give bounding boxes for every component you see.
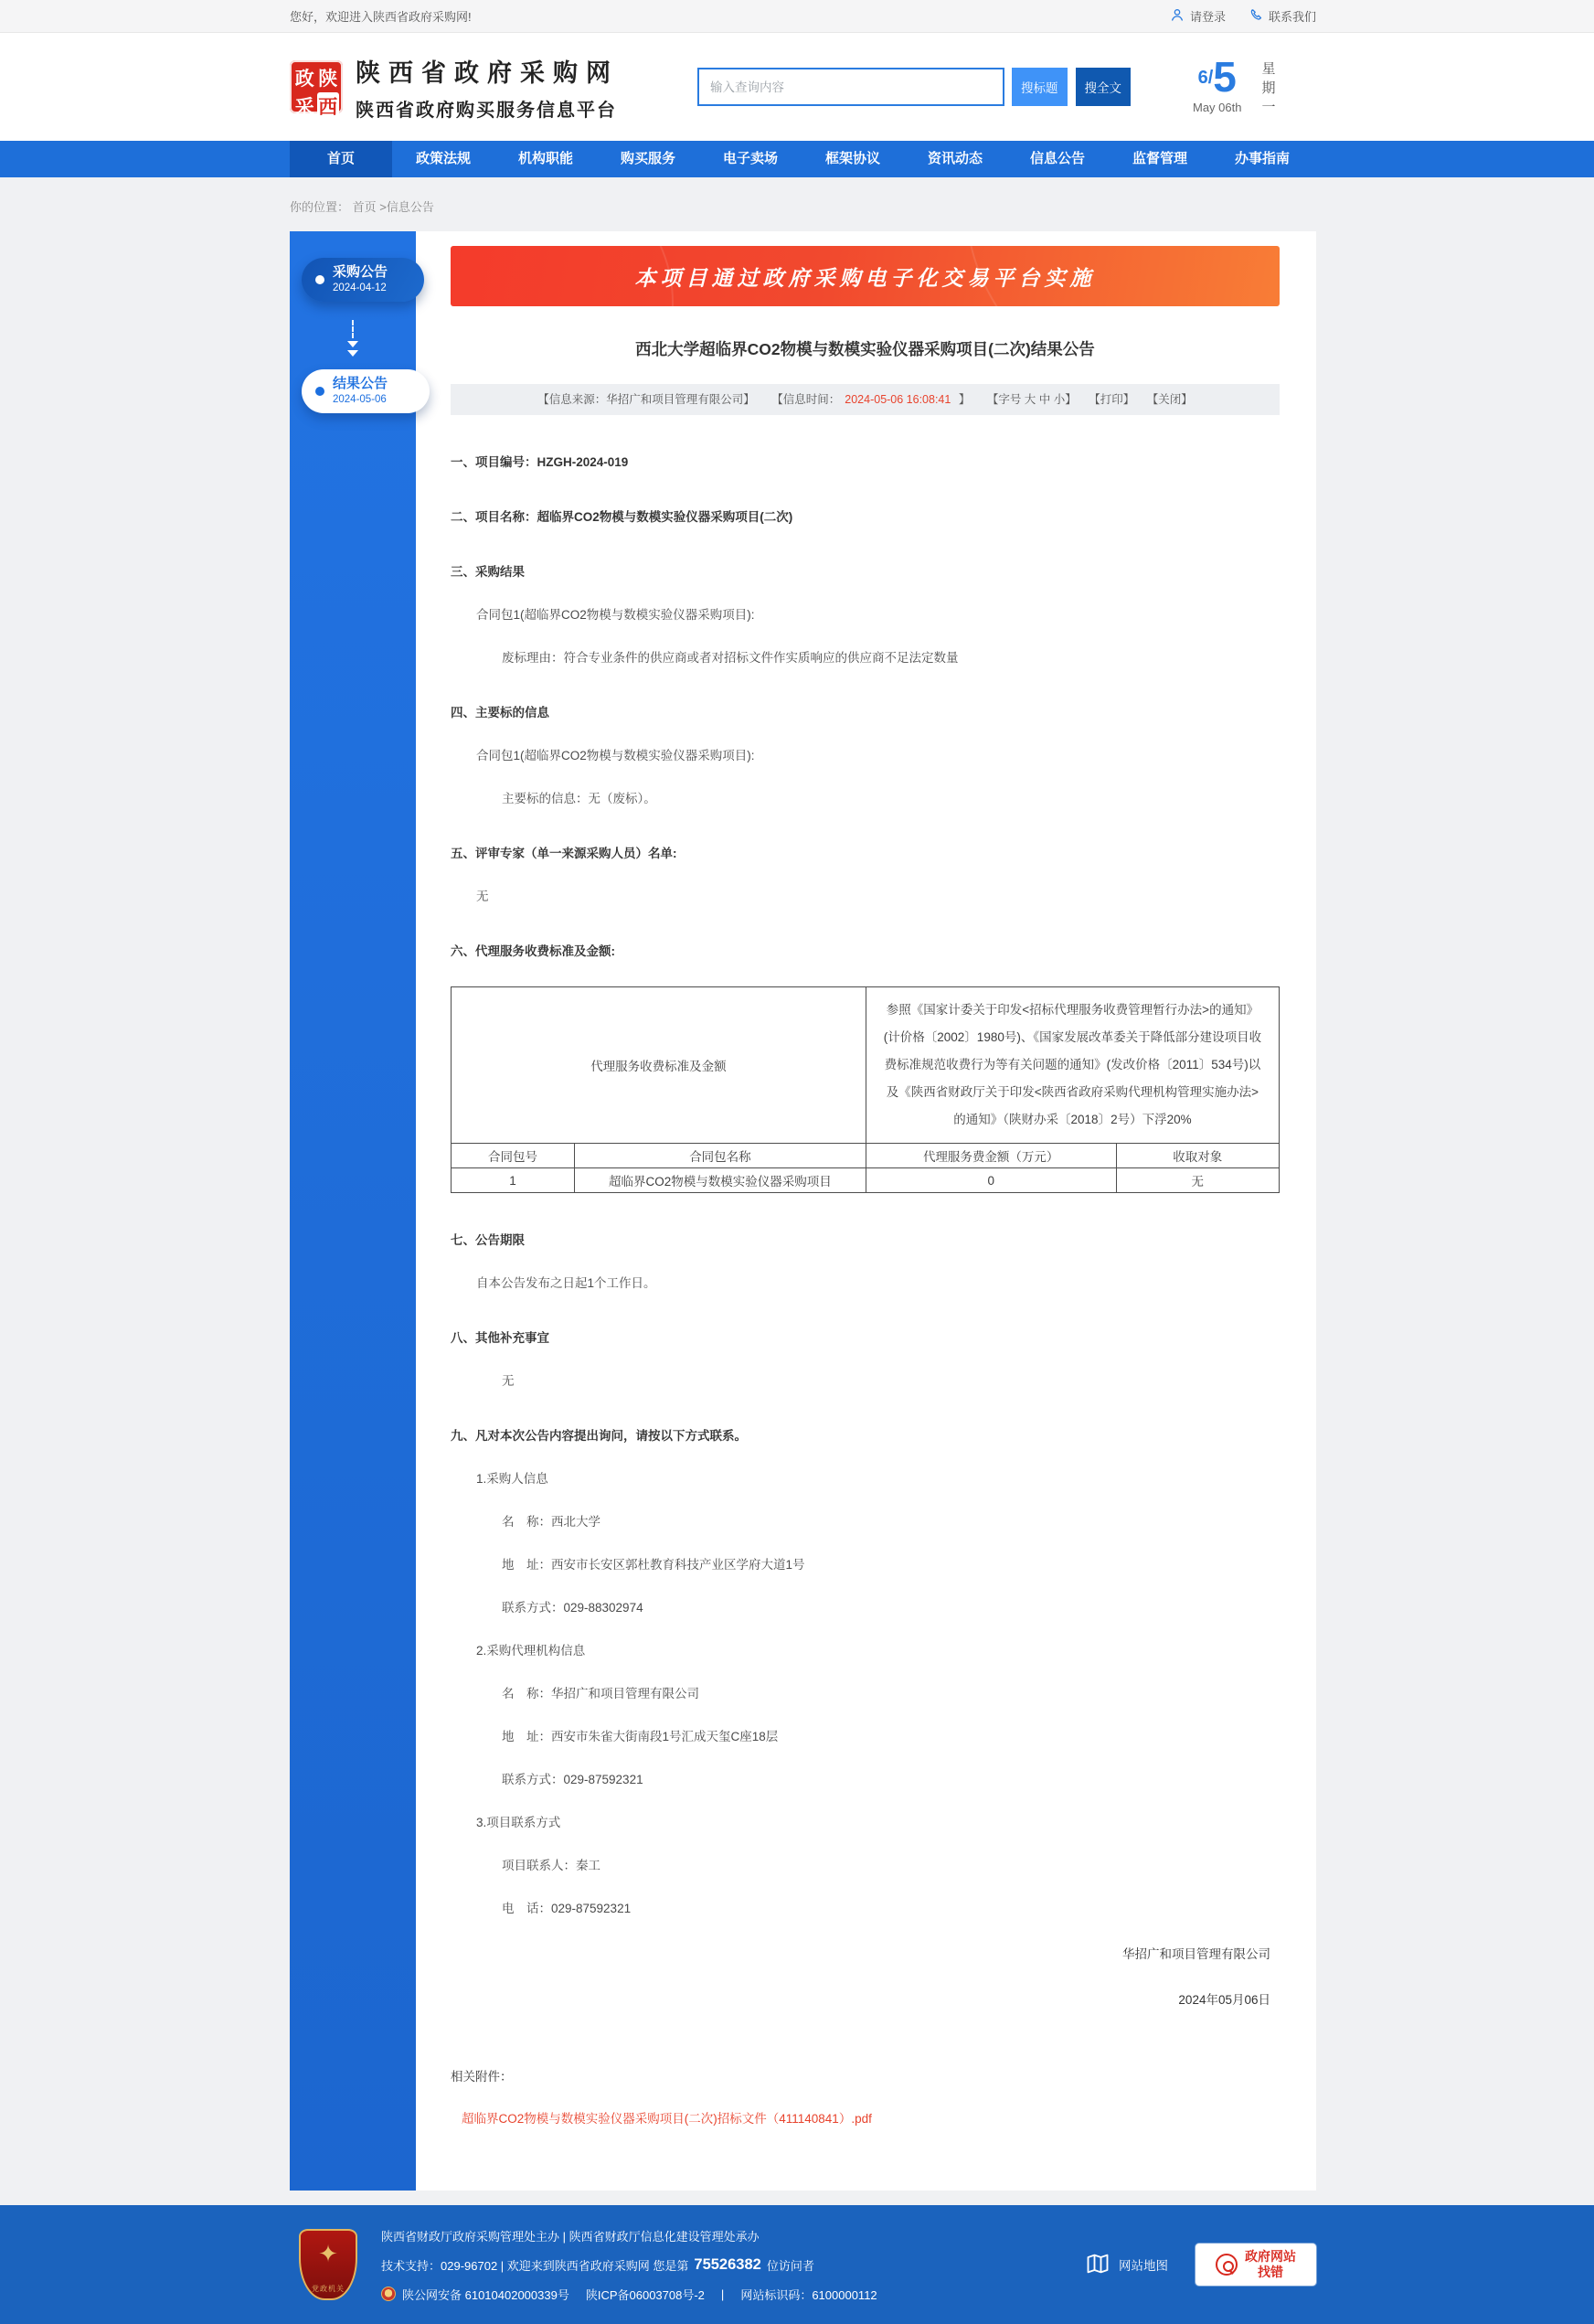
agency-address: 地 址：西安市朱雀大街南段1号汇成天玺C座18层	[502, 1730, 779, 1743]
agency-phone: 联系方式：029-87592321	[502, 1773, 643, 1786]
logo-seal-icon: 政 陕 采 西	[290, 60, 343, 113]
content-panel	[416, 231, 1316, 2191]
site-header	[0, 33, 1594, 141]
website-error-report-badge[interactable]: 政府网站 找错	[1196, 2244, 1316, 2286]
welcome-text: 您好，欢迎进入陕西省政府采购网!	[290, 10, 472, 24]
signature-date: 2024年05月06日	[1178, 1993, 1270, 2007]
timeline-sidebar	[290, 231, 416, 2191]
agency-fee-table	[451, 986, 1280, 1193]
font-size-control[interactable]: 【字号 大 中 小】	[986, 393, 1077, 406]
section-9-heading: 九、凡对本次公告内容提出询问，请按以下方式联系。	[451, 1429, 747, 1443]
project-contact-phone: 电 话：029-87592321	[502, 1902, 632, 1915]
sitemap-link[interactable]: 网站地图	[1085, 2251, 1168, 2279]
fee-table-cell: 1	[452, 1168, 575, 1193]
visitor-count: 75526382	[694, 2255, 761, 2273]
buyer-info-heading: 1.采购人信息	[476, 1472, 548, 1486]
nav-item-guide[interactable]: 办事指南	[1234, 151, 1290, 166]
search-title-button[interactable]: 搜标题	[1012, 68, 1068, 106]
nav-item-announcements[interactable]: 信息公告	[1029, 151, 1085, 166]
section-7-heading: 七、公告期限	[451, 1233, 525, 1247]
attachments-label: 相关附件：	[451, 2070, 513, 2084]
nav-item-supervision[interactable]: 监督管理	[1132, 151, 1187, 166]
fee-table-header: 合同包号	[452, 1144, 575, 1168]
buyer-address: 地 址：西安市长安区郭杜教育科技产业区学府大道1号	[502, 1558, 805, 1572]
user-icon	[1170, 7, 1185, 25]
project-contact-heading: 3.项目联系方式	[476, 1816, 561, 1829]
nav-item-framework[interactable]: 框架协议	[824, 151, 880, 166]
date-month: 6/	[1197, 67, 1214, 88]
sidebar-item-procurement-notice[interactable]: 采购公告 2024-04-12	[302, 258, 424, 302]
project-contact-person: 项目联系人：秦工	[502, 1859, 600, 1872]
print-button[interactable]: 【打印】	[1089, 393, 1135, 406]
footer-organizer-line: 陕西省财政厅政府采购管理处主办 | 陕西省财政厅信息化建设管理处承办	[381, 2229, 760, 2244]
search-input[interactable]	[697, 68, 1004, 106]
map-icon	[1085, 2251, 1110, 2279]
weekday-label: 星 期 一	[1261, 60, 1276, 115]
paragraph: 无	[502, 1374, 515, 1388]
paragraph: 合同包1(超临界CO2物模与数模实验仪器采购项目):	[476, 608, 755, 622]
section-8-heading: 八、其他补充事宜	[451, 1331, 549, 1345]
paragraph: 合同包1(超临界CO2物模与数模实验仪器采购项目):	[476, 749, 755, 762]
announcement-title: 西北大学超临界CO2物模与数模实验仪器采购项目(二次)结果公告	[635, 340, 1095, 358]
phone-icon	[1249, 8, 1263, 25]
fee-table-cell: 无	[1116, 1168, 1280, 1193]
footer-support-line: 技术支持：029-96702 | 欢迎来到陕西省政府采购网 您是第 75526382 位访问者	[381, 2255, 814, 2273]
info-source: 【信息来源：华招广和项目管理有限公司】	[537, 393, 755, 406]
section-4-heading: 四、主要标的信息	[451, 706, 549, 720]
paragraph: 废标理由：符合专业条件的供应商或者对招标文件作实质响应的供应商不足法定数量	[502, 651, 959, 665]
buyer-phone: 联系方式：029-88302974	[502, 1601, 643, 1615]
public-security-filing: 陕公网安备 61010402000339号	[402, 2287, 569, 2302]
paragraph: 无	[476, 890, 489, 903]
breadcrumb: 你的位置： 首页 >信息公告	[290, 200, 434, 214]
platform-banner: 本项目通过政府采购电子化交易平台实施	[451, 246, 1280, 306]
agency-info-heading: 2.采购代理机构信息	[476, 1644, 586, 1658]
login-link[interactable]: 请登录	[1170, 7, 1226, 25]
fee-table-header: 代理服务费金额（万元）	[866, 1144, 1116, 1168]
arrow-down-icon	[290, 302, 416, 369]
section-6-heading: 六、代理服务收费标准及金额:	[451, 944, 615, 958]
search-bar	[697, 68, 1131, 106]
signature-company: 华招广和项目管理有限公司	[1122, 1947, 1270, 1961]
site-footer	[0, 2205, 1594, 2324]
fee-table-header: 收取对象	[1116, 1144, 1280, 1168]
section-1-heading: 一、项目编号：HZGH-2024-019	[451, 455, 629, 469]
icp-filing: 陕ICP备06003708号-2	[585, 2287, 705, 2302]
agency-name: 名 称：华招广和项目管理有限公司	[502, 1687, 699, 1700]
fee-table-cell: 超临界CO2物模与数模实验仪器采购项目	[574, 1168, 866, 1193]
paragraph: 自本公告发布之日起1个工作日。	[476, 1276, 656, 1290]
sidebar-item-result-notice[interactable]: 结果公告 2024-05-06	[302, 369, 430, 413]
section-2-heading: 二、项目名称：超临界CO2物模与数模实验仪器采购项目(二次)	[451, 510, 793, 524]
police-badge-icon	[381, 2287, 396, 2301]
date-widget	[1193, 52, 1276, 117]
breadcrumb-current: >信息公告	[379, 200, 434, 214]
fee-table-cell: 0	[866, 1168, 1116, 1193]
info-time: 【信息时间： 2024-05-06 16:08:41 】	[771, 393, 971, 406]
bullet-dot-icon	[315, 387, 324, 396]
nav-item-emall[interactable]: 电子卖场	[722, 151, 778, 166]
section-3-heading: 三、采购结果	[451, 565, 525, 579]
site-title: 陕西省政府采购网	[356, 59, 619, 87]
bullet-dot-icon	[315, 275, 324, 284]
party-government-badge-icon[interactable]: ✦ 党政机关	[299, 2229, 357, 2300]
top-bar	[0, 0, 1594, 33]
nav-item-policy[interactable]: 政策法规	[415, 151, 471, 166]
meta-bar	[451, 384, 1280, 415]
section-5-heading: 五、评审专家（单一来源采购人员）名单:	[451, 847, 677, 860]
date-english: May 06th	[1193, 101, 1242, 115]
table-row	[452, 1168, 1280, 1193]
nav-item-news[interactable]: 资讯动态	[927, 151, 983, 166]
announcement-body	[451, 452, 1280, 2127]
footer-beian-line: 陕公网安备 61010402000339号 陕ICP备06003708号-2 | 网站标识码：6100000112	[381, 2286, 877, 2303]
contact-us-link[interactable]: 联系我们	[1249, 7, 1316, 25]
date-day: 5	[1213, 52, 1237, 101]
attachment-pdf-link[interactable]: 超临界CO2物模与数模实验仪器采购项目(二次)招标文件（411140841）.pdf	[462, 2112, 872, 2126]
paragraph: 主要标的信息：无（废标）。	[502, 792, 656, 805]
nav-item-purchase-service[interactable]: 购买服务	[620, 151, 675, 166]
close-button[interactable]: 【关闭】	[1146, 393, 1193, 406]
main-nav	[0, 141, 1594, 177]
fee-table-policy-text: 参照《国家计委关于印发<招标代理服务收费管理暂行办法>的通知》(计价格〔2002〕1980号)、《国家发展改革委关于降低部分建设项目收费标准规范收费行为等有关问题的通知》(发改价格〔2011〕534号)以及《陕西省财政厅关于印发<陕西省政府采购代理机构管理实施办法>的通知》（陕财办采〔2018〕2号）下浮20%	[866, 987, 1279, 1144]
site-logo[interactable]	[290, 53, 619, 122]
site-identification-code: 网站标识码：6100000112	[740, 2287, 877, 2302]
fee-table-header: 合同包名称	[574, 1144, 866, 1168]
breadcrumb-home-link[interactable]: 首页	[352, 200, 377, 214]
buyer-name: 名 称：西北大学	[502, 1515, 600, 1529]
site-subtitle: 陕西省政府购买服务信息平台	[356, 100, 617, 121]
fee-table-merged-label: 代理服务收费标准及金额	[452, 987, 866, 1144]
search-fulltext-button[interactable]: 搜全文	[1076, 68, 1132, 106]
magnifier-icon	[1216, 2254, 1238, 2276]
nav-item-home[interactable]: 首页	[290, 141, 392, 177]
nav-item-functions[interactable]: 机构职能	[517, 151, 573, 166]
